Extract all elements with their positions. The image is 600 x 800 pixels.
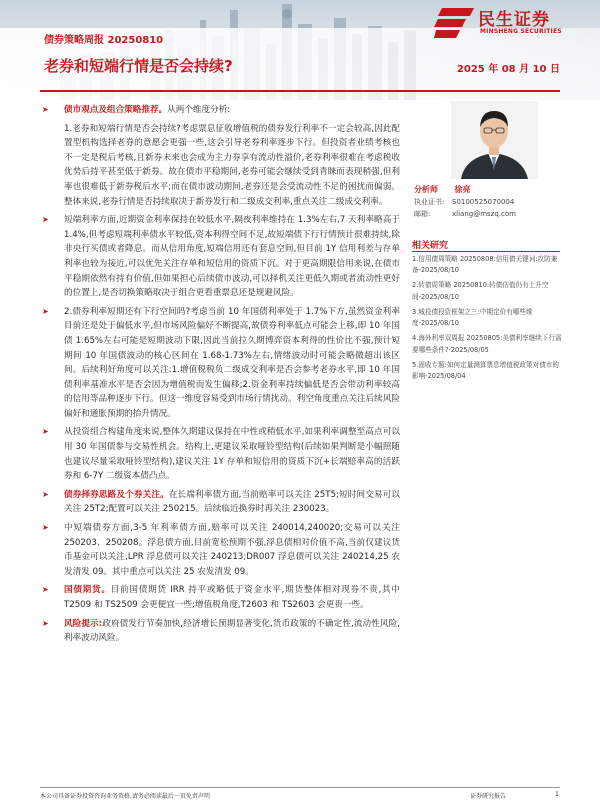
report-header <box>0 0 600 100</box>
arrow-bullet-icon: ➤ <box>42 215 49 225</box>
arrow-bullet-icon: ➤ <box>42 523 49 533</box>
related-divider <box>412 251 560 252</box>
report-series: 债券策略周报 20250810 <box>44 35 164 46</box>
paragraph-heading: 债市观点及组合策略推荐。 <box>64 105 168 115</box>
email-key: 邮箱: <box>414 210 431 218</box>
related-item[interactable]: 5.固收专题:如何定量测算票息增值税政策对债市的影响-2025/08/04 <box>412 360 559 381</box>
paragraph-futures <box>40 583 400 612</box>
analyst-info <box>414 184 574 220</box>
paragraph-downside <box>40 305 400 422</box>
paragraph-text: 政府债发行节奏加快,经济增长预期显著变化,货币政策的不确定性,流动性风险,利率波动风险。 <box>64 618 400 644</box>
arrow-bullet-icon: ➤ <box>42 618 49 628</box>
arrow-bullet-icon: ➤ <box>42 585 49 595</box>
related-item[interactable]: 3.城投债投资框架之三:中期定价有哪些维度-2025/08/10 <box>412 307 533 328</box>
paragraph-short-rates <box>40 213 400 301</box>
arrow-bullet-icon: ➤ <box>42 427 49 437</box>
cert-value: S0100525070004 <box>452 198 515 206</box>
paragraph-risk <box>40 617 400 646</box>
analyst-email-row <box>414 208 574 220</box>
report-date: 2025 年 08 月 10 日 <box>456 64 560 75</box>
paragraph-text: 从两个维度分析: <box>167 105 231 115</box>
paragraph-bond-picks <box>40 488 400 517</box>
analyst-label: 分析师 <box>414 185 438 194</box>
footer-disclaimer: 本公司具备证券投资咨询业务资格,请务必阅读最后一页免责声明 <box>40 793 210 800</box>
footer-divider <box>40 787 560 788</box>
paragraph-text: 短端利率方面,近期资金利率保持在较低水平,隔夜利率维持在 1.3%左右,7 天利率略高于 1.4%,但考虑短端利率债水平较低,资本利得空间不足,故短端债下行行情预计很难持续,除非央行买债或者降息。而从信用角度,短端信用还有套息空间,但目前 1Y 信用利差与存单利率也较为接近,可以优先关注存单和短信用的资质下沉。对于更高期限信用来说,在债市平稳期依然有持有价值,但如果担心后续债市波动,可以择机关注更低久期或者流动性更好的位置上,是否切换策略取决于组合更看重票息还是规避风险。 <box>64 215 400 299</box>
related-research-title: 相关研究 <box>412 241 449 251</box>
paragraph-mid-short <box>40 521 400 579</box>
paragraph-portfolio <box>40 425 400 483</box>
analyst-cert-row <box>414 196 574 208</box>
brand-name-cn: 民生证券 <box>478 10 550 30</box>
analyst-photo <box>451 101 538 179</box>
brand-name-en: MINSHENG SECURITIES <box>480 28 562 35</box>
cert-key: 执业证书: <box>414 198 445 206</box>
related-item[interactable]: 2.转债周策略 20250810:转债估值仍有上升空间-2025/08/10 <box>412 281 549 301</box>
paragraph-text: 在长端利率债方面,当前赔率可以关注 25T5;短时间交易可以关注 25T2;配置可以关注 250215。后续临近换券时再关注 230023。 <box>64 489 400 515</box>
paragraph-heading: 国债期货。 <box>64 585 111 596</box>
paragraph-old-bonds: 1.老券和短端行情是否会持续?考虑票息征收增值税的债券发行利率不一定会较高,因此配置型机构选择老券的意愿会更强一些,这会引导老券利率逐步下行。但投资者业绩考核也不一定是税后考核,且新券未来也会成为主力券享有流动性溢价,老券利率很难在考虑税收优势后持平甚至低于新券。故在债市平稳期间,老券可能会继续受到青睐而表现稍强,但利率也很难低于新券税后水平;而在债市波动期间,老券还是会受流动性不足的困扰而偏弱。整体来说,老券行情是否持续取决于新券发行和二级成交利率,重点关注二级成交利率。 <box>64 123 400 207</box>
related-item[interactable]: 4.海外利率双周报 20250805:美债利率继续下行需要哪些条件?-2025/08/05 <box>412 334 562 354</box>
related-item[interactable]: 1.信用债周策略 20250808:信用债关键词:攻防兼备-2025/08/10 <box>412 255 558 275</box>
arrow-bullet-icon: ➤ <box>42 105 49 114</box>
paragraph-viewpoint <box>40 103 400 118</box>
paragraph-heading: 风险提示: <box>64 618 103 629</box>
arrow-bullet-icon: ➤ <box>42 489 49 499</box>
paragraph-text: 从投资组合构建角度来说,整体久期建议保持在中性或稍低水平,如果利率调整至高点可以用 30 年国债参与交易性机会。结构上,更建议采取哑铃型结构(后续如果判断是小幅照随也建议尽量采取哑铃型结构),建议关注 1Y 存单和短信用的资质下沉+长端赔率高的活跃券和 6-7Y 二级资本债凸点。 <box>64 427 400 482</box>
related-research-list <box>412 254 562 386</box>
page-number: 1 <box>555 791 559 798</box>
analyst-name: 徐亮 <box>454 185 471 194</box>
paragraph-text: 2.债券利率短期还有下行空间吗?考虑当前 10 年国债利率处于 1.7%下方,虽然资金利率目前还是处于偏低水平,但市场风险偏好不断提高,故债券利率低点可能会上移,即 10 年国债 1.65%左右可能是短期波动下限,因此当前拉久期博弈资本利得的性价比不强,预计短期间 10 年国债波动的核心区间在 1.68-1.73%左右,情绪波动时可能会略微超出该区间。后续利好角度可以关注:1.增值税税负二级成交利率是否会参考老券水平,即 10 年国债利率基准水平是否会因为增值税而发生偏移;2.资金利率持续偏低是否会带动利率较高的信用等品种逐步下行。但这一维度容易受到市场行情扰动。利空角度重点关注后续风险偏好和通胀预期的抬升情况。 <box>64 306 400 419</box>
analyst-portrait-icon <box>451 101 538 179</box>
paragraph-text: 中短端债券方面,3-5 年利率债方面,赔率可以关注 240014,240020;交易可以关注 250203、250208。浮息债方面,目前宽松预期不强,浮息债相对价值不高,当前仅建议货币基金可以关注,LPR 浮息债可以关注 240213;DR007 浮息债可以关注 240214,25 农发清发 09。其中重点可以关注 25 农发清发 09。 <box>64 523 400 577</box>
report-title: 老券和短端行情是否会持续? <box>44 57 233 75</box>
paragraph-heading: 债券择券思路及个券关注。 <box>64 489 169 500</box>
arrow-bullet-icon: ➤ <box>42 306 49 316</box>
footer-report-type: 证券研究报告 <box>470 793 507 800</box>
header-divider <box>40 90 560 92</box>
report-body <box>40 103 400 650</box>
email-value[interactable]: xliang@mszq.com <box>452 210 516 218</box>
paragraph-text: 目前国债期货 IRR 持平或略低于资金水平,期货整体相对现券不贵,其中 T2509 和 TS2509 会更便宜一些;增值税角度,T2603 和 TS2603 会更贵一些。 <box>64 585 400 610</box>
